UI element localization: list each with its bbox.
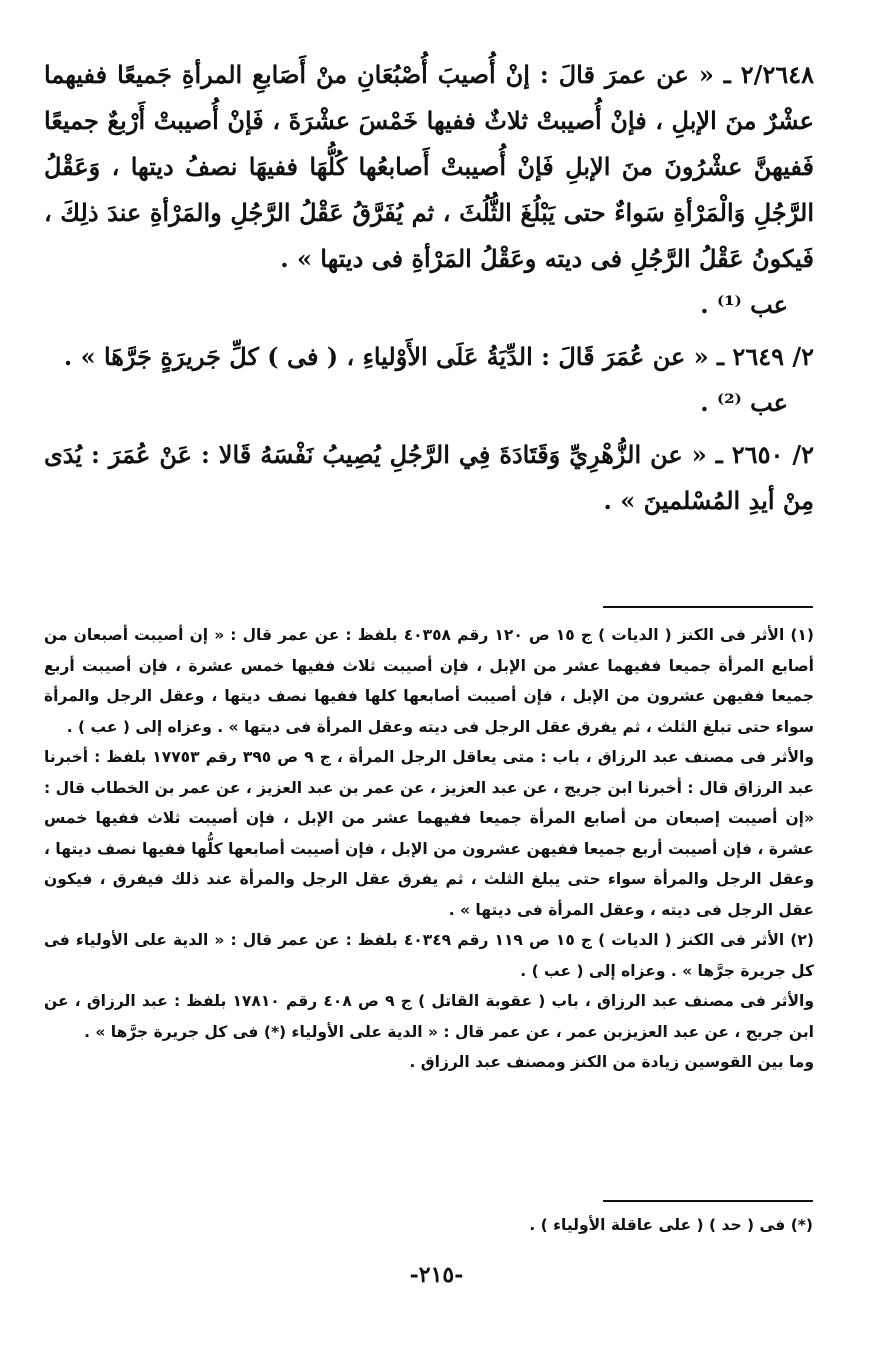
hadith-2650: ٢/ ٢٦٥٠ ـ « عن الزُّهْرِيِّ وَقَتَادَةَ فِي الرَّجُلِ يُصِيبُ نَفْسَهُ قَالا : عَنْ عُمَرَ : يُدَى مِنْ أيدِ المُسْلمينَ » . xyxy=(44,440,814,515)
footnote-2-continuation: والأثر فى مصنف عبد الرزاق ، باب ( عقوبة القاتل ) ج ٩ ص ٤٠٨ رقم ١٧٨١٠ بلفظ : عبد الرزاق ، عن ابن جريج ، عن عبد العزيزبن عمر ، عن عمر قال : « الدية على الأولياء (*) فى كل جريرة جرَّها » . xyxy=(44,992,814,1041)
source-ref-2: عب ⁽²⁾ . xyxy=(700,388,788,417)
star-footnote: (*) فى ( حد ) ( على عاقلة الأولياء ) . xyxy=(529,1216,813,1234)
footnote-1-continuation: والأثر فى مصنف عبد الرزاق ، باب : متى يعاقل الرجل المرأة ، ج ٩ ص ٣٩٥ رقم ١٧٧٥٣ بلفظ : أخبرنا عبد الرزاق قال : أخبرنا ابن جريج ، عن عبد العزيز ، عن عمر بن عبد العزيز ، عن عمر بن الخطاب قال : «إن أصيبت إصبعان من أصابع المرأة جميعا ففيهما عشر من الإبل ، فإن أصيبت ثلاث ففيها خمس عشرة ، فإن أصيبت أربع جميعا ففيهن عشرون من الإبل ، فإن أصيبت أصابعها كلُّها ففيها نصف ديتها ، وعقل الرجل والمرأة سواء حتى يبلغ الثلث ، ثم يفرق عقل الرجل والمرأة عند ذلك فيفرق ، فيكون عقل الرجل فى ديته ، وعقل المرأة فى ديتها » . xyxy=(44,748,814,919)
hadith-2648: ٢/٢٦٤٨ ـ « عن عمرَ قالَ : إنْ أُصيبَ أُصْبُعَانِ منْ أَصَابعِ المرأةِ جَميعًا ففيهما عشْرٌ منَ الإبلِ ، فإنْ أُصيبتْ ثلاثٌ ففيها خَمْسَ عشْرَةَ ، فَإنْ أُصيبتْ أَرْبعٌ جميعًا فَفيهنَّ عشْرُونَ منَ الإبلِ فَإنْ أُصيبتْ أَصابعُها كُلُّهَا ففيهَا نصفُ ديتها ، وَعَقْلُ الرَّجُلِ وَالْمَرْأةِ سَواءٌ حتى يَبْلُغَ الثُّلُثَ ، ثم يُفَرَّقُ عَقْلُ الرَّجُلِ والمَرْأةِ عندَ ذلِكَ ، فَيكونُ عَقْلُ الرَّجُلِ فى ديته وعَقْلُ المَرْأةِ فى ديتها » . xyxy=(44,60,814,273)
page-number: -٢١٥- xyxy=(409,1262,464,1288)
footnotes xyxy=(44,620,814,1078)
footnote-1: (١) الأثر فى الكنز ( الديات ) ج ١٥ ص ١٢٠ رقم ٤٠٣٥٨ بلفظ : عن عمر قال : « إن أصيبت أصبعان من أصابع المرأة جميعا ففيهما عشر من الإبل ، فإن أصيبت ثلاث ففيها خمس عشرة ، فإن أصيبت أربع جميعا ففيهن عشرون من الإبل ، فإن أصيبت أصابعها كلها ففيها نصف ديتها ، وعقل الرجل والمرأة سواء حتى تبلغ الثلث ، ثم يفرق عقل الرجل فى ديته وعقل المرأة فى ديتها » . وعزاه إلى ( عب ) . xyxy=(44,626,814,736)
footnote-divider xyxy=(603,606,813,608)
hadith-2649: ٢/ ٢٦٤٩ ـ « عن عُمَرَ قَالَ : الدِّيَةُ عَلَى الأَوْلياءِ ، ( فى ) كلِّ جَريرَةٍ جَرَّهَا » . xyxy=(63,342,814,371)
source-ref-1: عب ⁽¹⁾ . xyxy=(700,290,788,319)
star-note-divider xyxy=(603,1200,813,1202)
footnote-2-remark: وما بين القوسين زيادة من الكنز ومصنف عبد الرزاق . xyxy=(409,1053,814,1071)
footnote-2: (٢) الأثر فى الكنز ( الديات ) ج ١٥ ص ١١٩ رقم ٤٠٣٤٩ بلفظ : عن عمر قال : « الدية على الأولياء فى كل جريرة جرَّها » . وعزاه إلى ( عب ) . xyxy=(44,931,814,980)
main-text xyxy=(44,52,814,524)
